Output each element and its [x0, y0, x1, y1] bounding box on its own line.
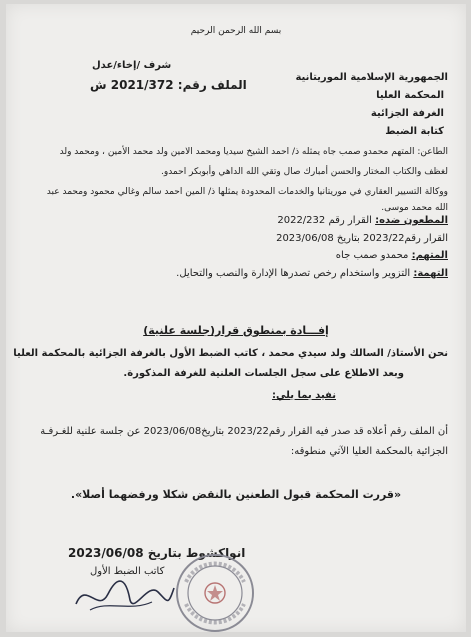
- intro-line-2: وبعد الاطلاع على سجل الجلسات العلنية للغرفة المذكورة.: [123, 368, 404, 379]
- place-date: انواكشوط بتاريخ 2023/06/08: [68, 546, 246, 560]
- honor-motto: شرف /إخاء/عدل: [92, 60, 172, 71]
- intro-line-1: نحن الأستاذ/ السالك ولد سيدي محمد ، كاتب الضبط الأول بالغرفة الجزائية بالمحكمة العليا: [13, 348, 448, 359]
- paragraph-line-2: الجزائية بالمحكمة العليا الآتي منطوقه:: [290, 446, 448, 457]
- document-page: [6, 4, 466, 632]
- accused-value: محمدو صمب جاه: [335, 250, 409, 261]
- accused-label: المتهم:: [411, 250, 448, 261]
- challenged-value: القرار رقم 2022/232: [277, 215, 372, 226]
- charge-label: التهمة:: [413, 268, 448, 279]
- challenged-party: [277, 215, 448, 226]
- accused: [336, 250, 448, 261]
- charge: [176, 268, 448, 279]
- notify-heading: نفيد بما يلي:: [272, 390, 336, 401]
- chamber-name: الغرفة الجزائية: [370, 108, 444, 119]
- paragraph-line-1: أن الملف رقم أعلاه قد صدر فيه القرار رقم2023/22 بتاريخ2023/06/08 عن جلسة علنية للغـرفـة: [40, 426, 448, 437]
- basmala: بسم الله الرحمن الرحيم: [190, 26, 282, 36]
- ruling-text: «قررت المحكمة قبول الطعنين بالنقض شكلا ورفضهما أصلا».: [70, 488, 402, 501]
- file-number: الملف رقم: 2021/372 ش: [90, 78, 247, 92]
- challenged-label: المطعون ضده:: [375, 215, 448, 226]
- republic-name: الجمهورية الإسلامية الموريتانية: [295, 72, 448, 83]
- appellants-line-2: لغظف والكتاب المختار والحسن أمبارك صال وتقي الله الداهي وأبوبكر احمدو.: [161, 167, 448, 177]
- court-name: المحكمة العليا: [376, 90, 444, 101]
- signature-image: [68, 570, 178, 620]
- decision-line: القرار رقم2023/22 بتاريخ 2023/06/08: [276, 233, 448, 244]
- appellants-line-3: ووكالة التسيير العقاري في موريتانيا والخدمات المحدودة يمثلها ذ/ المين احمد سالم وغالي محمود ومحمد عبد: [46, 187, 448, 197]
- official-stamp-icon: [174, 552, 256, 634]
- appellants-line-1: الطاعن: المتهم محمدو صمب جاه يمثله ذ/ احمد الشيخ سيديا ومحمد الامين ولد محمد الأمين ، ومحمد ولد: [59, 147, 448, 157]
- appellants-line-4: الله محمد موسى.: [381, 203, 448, 213]
- certificate-title: إفـــادة بمنطوق قرار(جلسة علنية): [143, 324, 329, 337]
- charge-value: التزوير واستخدام رخص تصدرها الإدارة والنصب والتحايل.: [176, 268, 411, 279]
- registry-name: كتابة الضبط: [385, 126, 444, 137]
- signatory-title: كاتب الضبط الأول: [90, 566, 165, 577]
